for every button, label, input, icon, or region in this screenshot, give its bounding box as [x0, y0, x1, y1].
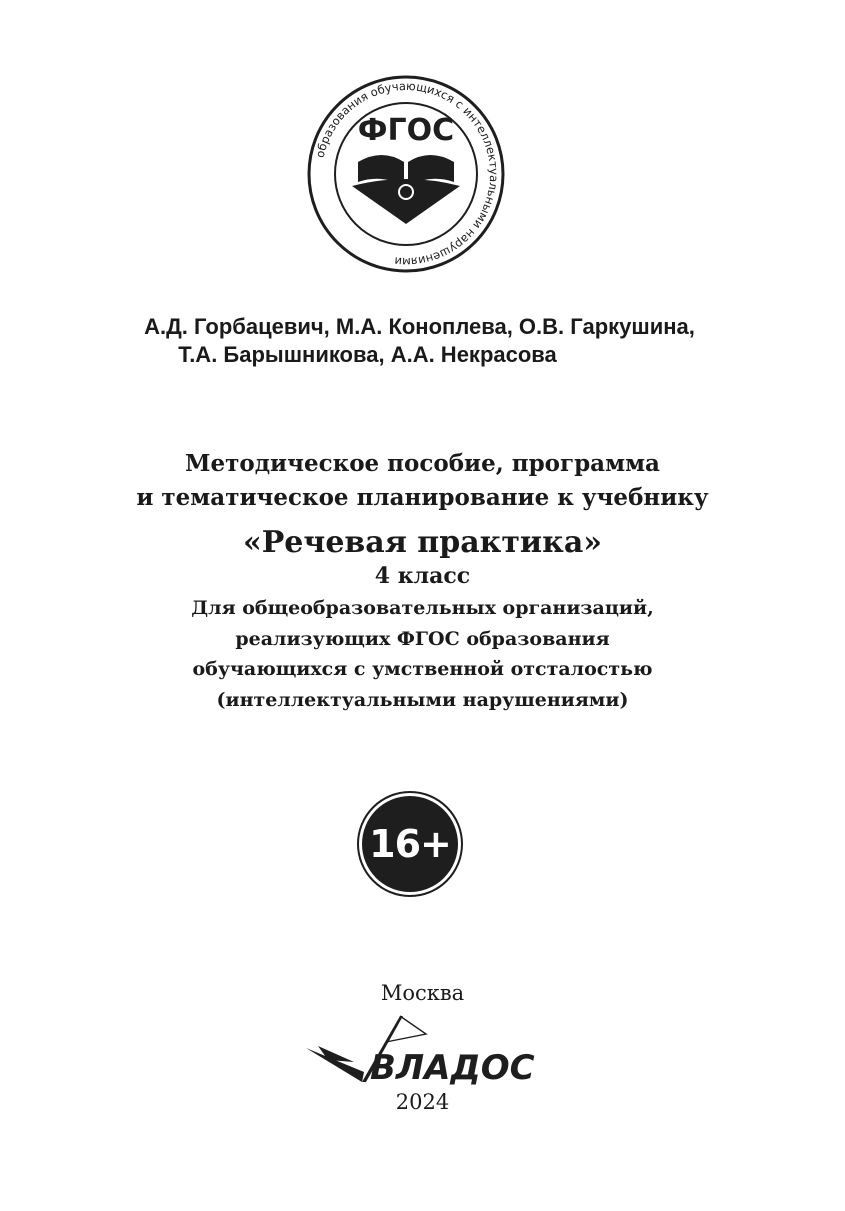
- audience-line-4: (интеллектуальными нарушениями): [216, 689, 629, 711]
- publication-year: 2024: [395, 1090, 450, 1114]
- publisher-name: ВЛАДОС: [370, 1048, 535, 1088]
- authors-line-1: А.Д. Горбацевич, М.А. Коноплева, О.В. Гаркушина,: [144, 314, 695, 339]
- audience-line-1: Для общеобразовательных организаций,: [191, 597, 654, 619]
- authors-line-2: Т.А. Барышникова, А.А. Некрасова: [178, 342, 557, 367]
- audience-line-2: реализующих ФГОС образования: [235, 628, 610, 650]
- publication-city: Москва: [380, 981, 465, 1005]
- logo-ring-text: образования обучающихся с интеллектуальными нарушениями: [312, 78, 502, 270]
- age-rating-badge: [359, 793, 461, 895]
- description-line-2: и тематическое планирование к учебнику: [136, 484, 709, 511]
- logo-abbreviation: ФГОС: [357, 113, 455, 148]
- publisher-logo: [304, 1010, 544, 1090]
- audience-line-3: обучающихся с умственной отсталостью: [192, 658, 653, 680]
- grade-label: 4 класс: [374, 563, 471, 589]
- book-title: «Речевая практика»: [242, 525, 603, 560]
- fgos-logo: [306, 74, 506, 274]
- age-rating-text: 16+: [369, 822, 451, 866]
- description-line-1: Методическое пособие, программа: [185, 450, 660, 477]
